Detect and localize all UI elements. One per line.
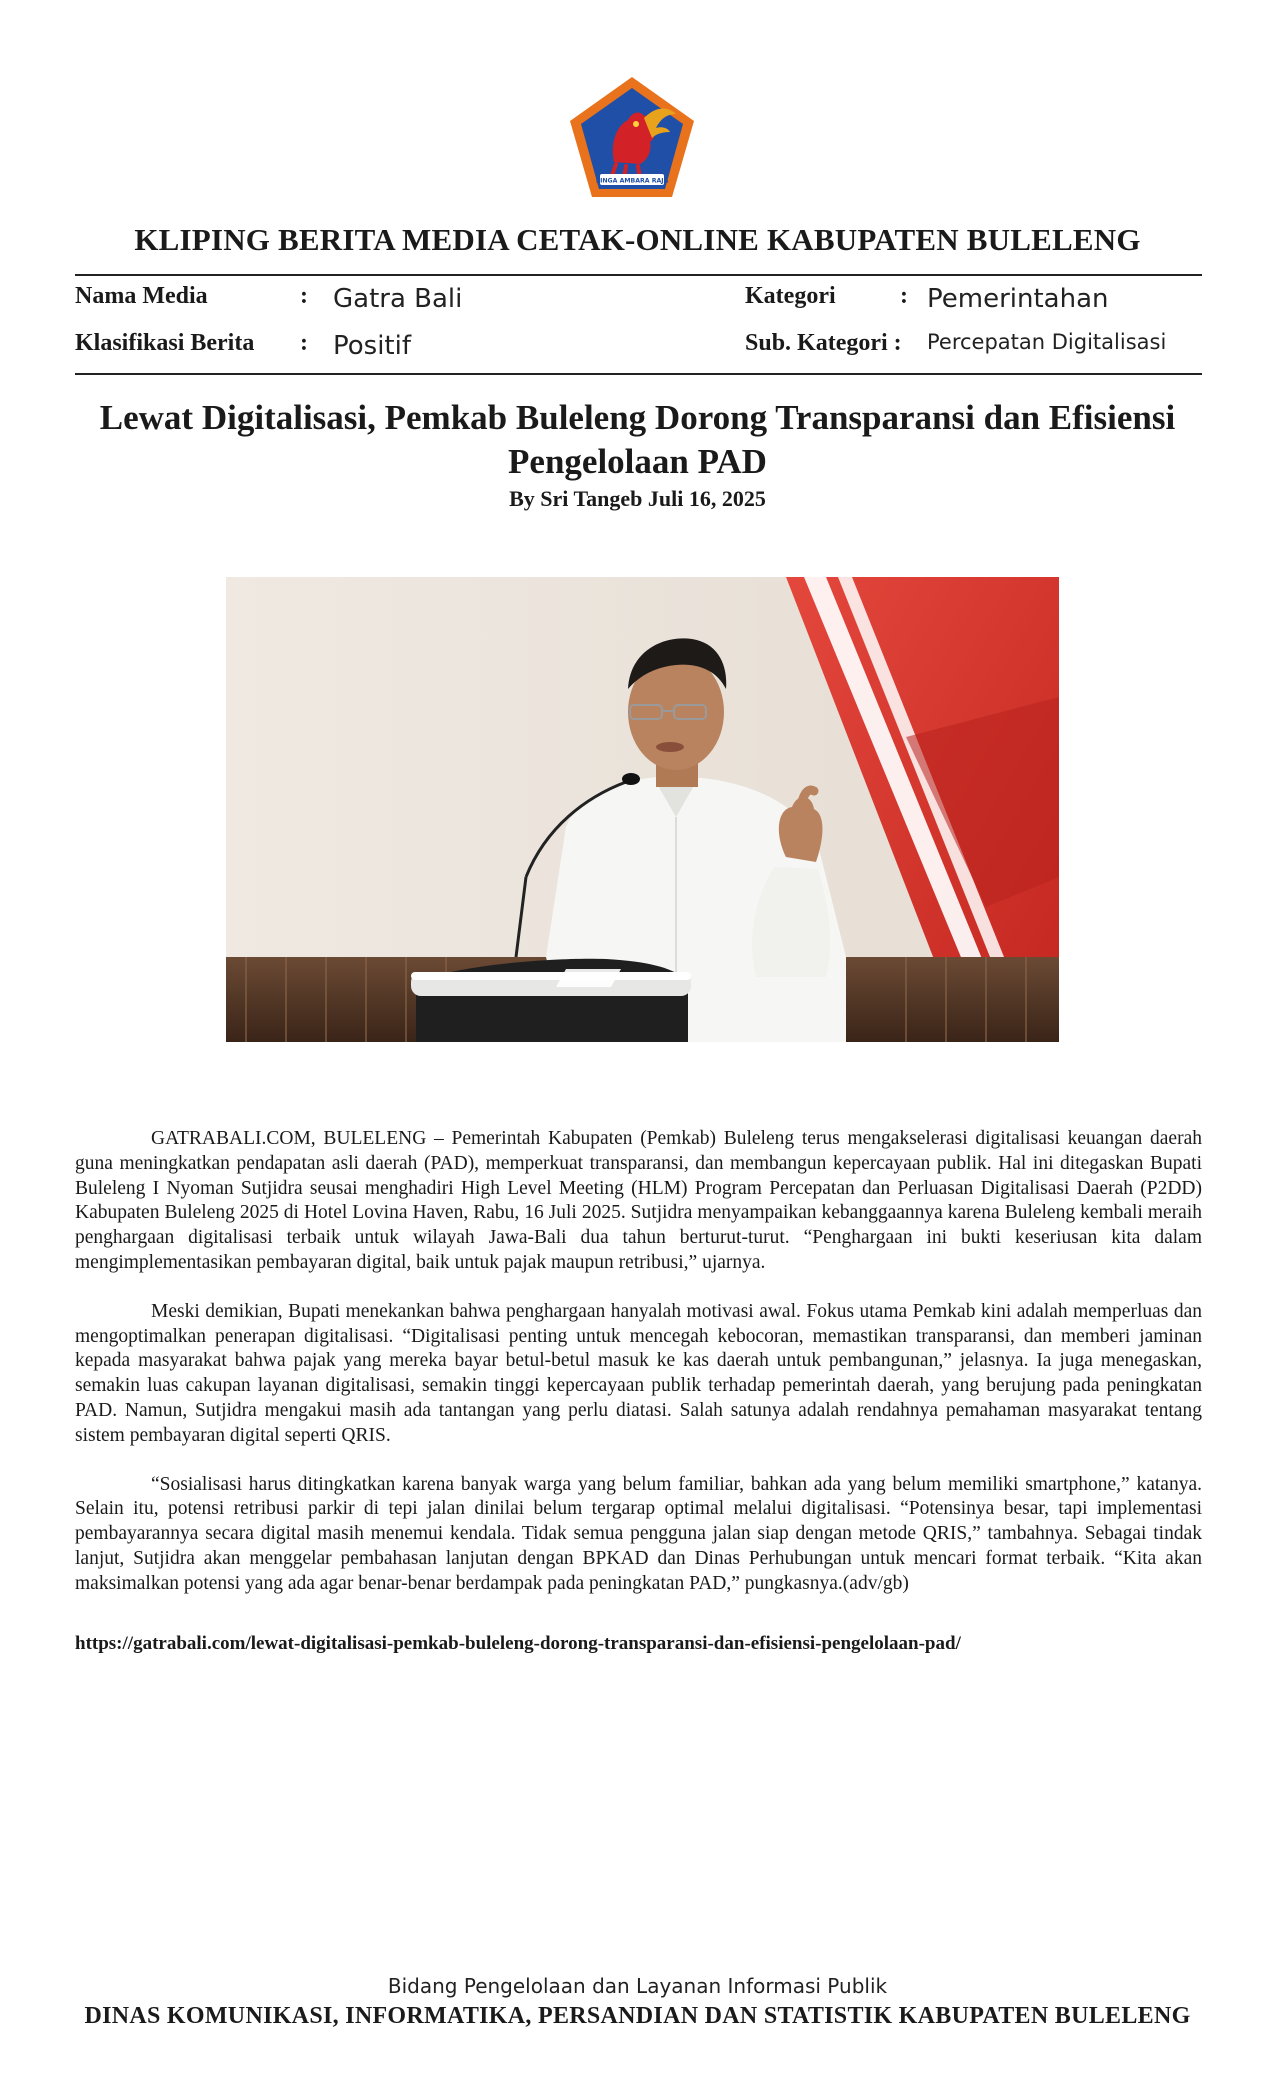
media-label: Nama Media bbox=[75, 283, 208, 309]
source-link[interactable]: https://gatrabali.com/lewat-digitalisasi-pemkab-buleleng-dorong-transparansi-dan-efisiensi-pengelolaan-pad/ bbox=[75, 1633, 961, 1654]
kategori-label: Kategori bbox=[745, 283, 836, 309]
article-paragraph: “Sosialisasi harus ditingkatkan karena banyak warga yang belum familiar, bahkan ada yang belum memiliki smartphone,” katanya. Selain itu, potensi retribusi parkir di tepi jalan dinilai belum tergarap optimal melalui digitalisasi. “Potensinya besar, tapi implementasi pembayarannya secara digital masih menemui kendala. Tidak semua pengguna jalan siap dengan metode QRIS,” tambahnya. Sebagai tindak lanjut, Sutjidra akan menggelar pembahasan lanjutan dengan BPKAD dan Dinas Perhubungan untuk mencari format terbaik. “Kita akan maksimalkan potensi yang ada agar benar-benar berdampak pada peningkatan PAD,” pungkasnya.(adv/gb) bbox=[75, 1473, 1202, 1594]
article-body bbox=[75, 1127, 1202, 1621]
media-colon: : bbox=[300, 283, 308, 309]
subkategori-label: Sub. Kategori : bbox=[745, 330, 902, 356]
footer-agency: DINAS KOMUNIKASI, INFORMATIKA, PERSANDIAN DAN STATISTIK KABUPATEN BULELENG bbox=[84, 2003, 1191, 2029]
klasifikasi-value: Positif bbox=[333, 331, 411, 361]
article-photo bbox=[226, 577, 1059, 1042]
divider-bottom bbox=[75, 373, 1202, 375]
kategori-value: Pemerintahan bbox=[927, 284, 1109, 314]
klasifikasi-colon: : bbox=[300, 330, 308, 356]
document-title: KLIPING BERITA MEDIA CETAK-ONLINE KABUPATEN BULELENG bbox=[134, 222, 1141, 257]
klasifikasi-label: Klasifikasi Berita bbox=[75, 330, 255, 356]
article-byline: By Sri Tangeb Juli 16, 2025 bbox=[509, 486, 766, 511]
emblem-motto: SINGA AMBARA RAJA bbox=[595, 177, 669, 185]
media-value: Gatra Bali bbox=[333, 284, 463, 314]
buleleng-emblem-icon bbox=[566, 74, 698, 200]
article-paragraph: GATRABALI.COM, BULELENG – Pemerintah Kabupaten (Pemkab) Buleleng terus mengakselerasi digitalisasi keuangan daerah guna meningkatkan pendapatan asli daerah (PAD), memperkuat transparansi, dan membangun kepercayaan publik. Hal ini ditegaskan Bupati Buleleng I Nyoman Sutjidra seusai menghadiri High Level Meeting (HLM) Program Percepatan dan Perluasan Digitalisasi Daerah (P2DD) Kabupaten Buleleng 2025 di Hotel Lovina Haven, Rabu, 16 Juli 2025. Sutjidra menyampaikan kebanggaannya karena Buleleng kembali meraih penghargaan digitalisasi terbaik untuk wilayah Jawa-Bali dua tahun berturut-turut. “Penghargaan ini bukti keseriusan kita dalam mengimplementasikan pembayaran digital, baik untuk pajak maupun retribusi,” ujarnya. bbox=[75, 1128, 1202, 1273]
subkategori-value: Percepatan Digitalisasi bbox=[927, 330, 1167, 354]
article-headline: Lewat Digitalisasi, Pemkab Buleleng Dorong Transparansi dan Efisiensi Pengelolaan PAD bbox=[99, 398, 1176, 481]
kategori-colon: : bbox=[900, 283, 908, 309]
footer-division: Bidang Pengelolaan dan Layanan Informasi Publik bbox=[387, 1974, 888, 1998]
article-paragraph: Meski demikian, Bupati menekankan bahwa penghargaan hanyalah motivasi awal. Fokus utama Pemkab kini adalah memperluas dan mengoptimalkan penerapan digitalisasi. “Digitalisasi penting untuk mencegah kebocoran, memastikan transparansi, dan memberi jaminan kepada masyarakat bahwa pajak yang mereka bayar betul-betul masuk ke kas daerah untuk pembangunan,” jelasnya. Ia juga menegaskan, semakin luas cakupan layanan digitalisasi, semakin tinggi kepercayaan publik terhadap pemerintah daerah, yang berujung pada peningkatan PAD. Namun, Sutjidra mengakui masih ada tantangan yang perlu diatasi. Salah satunya adalah rendahnya pemahaman masyarakat tentang sistem pembayaran digital seperti QRIS. bbox=[75, 1300, 1202, 1446]
divider-top bbox=[75, 274, 1202, 276]
